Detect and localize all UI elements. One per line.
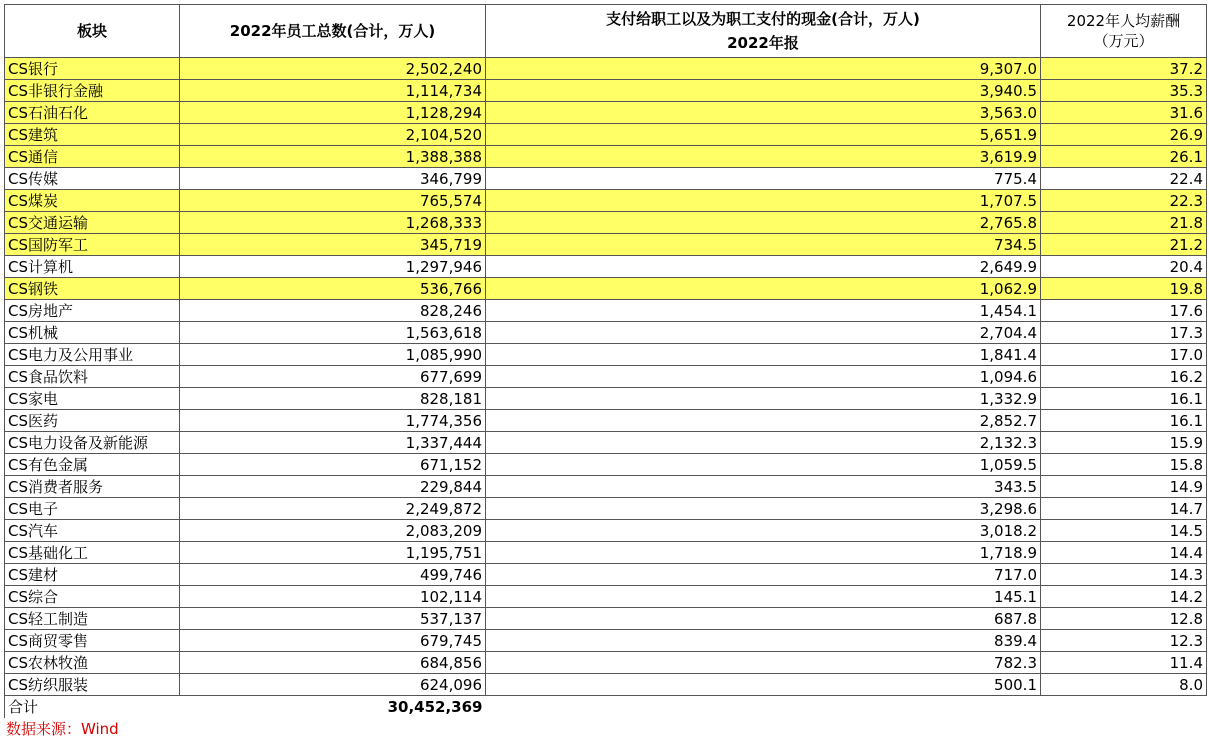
avg-salary-cell: 14.2 (1041, 586, 1207, 608)
table-row (5, 102, 1207, 124)
employees-cell: 1,563,618 (180, 322, 486, 344)
table-row (5, 212, 1207, 234)
sector-cell: CS电子 (5, 498, 180, 520)
table-row (5, 564, 1207, 586)
data-source-note: 数据来源：Wind (6, 720, 119, 738)
avg-salary-cell: 26.9 (1041, 124, 1207, 146)
sector-cell: CS电力及公用事业 (5, 344, 180, 366)
employees-cell: 1,774,356 (180, 410, 486, 432)
table-row (5, 608, 1207, 630)
cash-paid-cell: 3,298.6 (486, 498, 1041, 520)
cash-paid-cell: 3,018.2 (486, 520, 1041, 542)
avg-salary-cell: 16.1 (1041, 388, 1207, 410)
header-avg-salary-line2: （万元） (1093, 32, 1154, 50)
employees-cell: 677,699 (180, 366, 486, 388)
table-row (5, 454, 1207, 476)
cash-paid-cell: 2,132.3 (486, 432, 1041, 454)
cash-paid-cell: 775.4 (486, 168, 1041, 190)
cash-paid-cell: 1,094.6 (486, 366, 1041, 388)
employees-cell: 229,844 (180, 476, 486, 498)
avg-salary-cell: 22.4 (1041, 168, 1207, 190)
header-row (5, 5, 1207, 58)
total-avg-empty (1041, 696, 1207, 719)
sector-cell: CS有色金属 (5, 454, 180, 476)
sector-cell: CS纺织服装 (5, 674, 180, 696)
sector-cell: CS机械 (5, 322, 180, 344)
cash-paid-cell: 1,059.5 (486, 454, 1041, 476)
avg-salary-cell: 8.0 (1041, 674, 1207, 696)
cash-paid-cell: 145.1 (486, 586, 1041, 608)
cash-paid-cell: 782.3 (486, 652, 1041, 674)
employees-cell: 765,574 (180, 190, 486, 212)
table-row (5, 410, 1207, 432)
avg-salary-cell: 17.6 (1041, 300, 1207, 322)
cash-paid-cell: 687.8 (486, 608, 1041, 630)
cash-paid-cell: 3,563.0 (486, 102, 1041, 124)
table-row (5, 146, 1207, 168)
table-row (5, 476, 1207, 498)
table-row (5, 520, 1207, 542)
cash-paid-cell: 2,704.4 (486, 322, 1041, 344)
cash-paid-cell: 500.1 (486, 674, 1041, 696)
cash-paid-cell: 1,332.9 (486, 388, 1041, 410)
table-row (5, 432, 1207, 454)
employees-cell: 537,137 (180, 608, 486, 630)
sector-cell: CS交通运输 (5, 212, 180, 234)
sector-cell: CS基础化工 (5, 542, 180, 564)
cash-paid-cell: 1,718.9 (486, 542, 1041, 564)
sector-cell: CS家电 (5, 388, 180, 410)
cash-paid-cell: 1,062.9 (486, 278, 1041, 300)
sector-cell: CS食品饮料 (5, 366, 180, 388)
header-cash-paid (486, 5, 1041, 58)
avg-salary-cell: 16.2 (1041, 366, 1207, 388)
avg-salary-cell: 11.4 (1041, 652, 1207, 674)
total-cash-empty (486, 696, 1041, 719)
table-row (5, 58, 1207, 80)
employees-cell: 679,745 (180, 630, 486, 652)
avg-salary-cell: 12.3 (1041, 630, 1207, 652)
table-row (5, 278, 1207, 300)
table-row (5, 124, 1207, 146)
sector-cell: CS综合 (5, 586, 180, 608)
table-row (5, 542, 1207, 564)
employees-cell: 1,268,333 (180, 212, 486, 234)
sector-cell: CS银行 (5, 58, 180, 80)
sector-cell: CS计算机 (5, 256, 180, 278)
sector-cell: CS农林牧渔 (5, 652, 180, 674)
table-row (5, 388, 1207, 410)
cash-paid-cell: 5,651.9 (486, 124, 1041, 146)
employees-cell: 1,297,946 (180, 256, 486, 278)
table-row (5, 498, 1207, 520)
table-row (5, 80, 1207, 102)
table-row (5, 168, 1207, 190)
table-row (5, 674, 1207, 696)
sector-cell: CS煤炭 (5, 190, 180, 212)
sector-cell: CS建材 (5, 564, 180, 586)
employees-cell: 1,388,388 (180, 146, 486, 168)
sector-cell: CS汽车 (5, 520, 180, 542)
table-row (5, 322, 1207, 344)
table-row (5, 586, 1207, 608)
table-row (5, 630, 1207, 652)
employees-cell: 828,246 (180, 300, 486, 322)
table-row (5, 234, 1207, 256)
avg-salary-cell: 15.9 (1041, 432, 1207, 454)
cash-paid-cell: 9,307.0 (486, 58, 1041, 80)
avg-salary-cell: 22.3 (1041, 190, 1207, 212)
table-row (5, 652, 1207, 674)
employees-cell: 684,856 (180, 652, 486, 674)
table-row (5, 366, 1207, 388)
header-cash-paid-line1: 支付给职工以及为职工支付的现金(合计，万人) (606, 10, 920, 28)
employees-cell: 499,746 (180, 564, 486, 586)
table-row (5, 256, 1207, 278)
avg-salary-cell: 14.9 (1041, 476, 1207, 498)
total-row (5, 696, 1207, 719)
avg-salary-cell: 14.3 (1041, 564, 1207, 586)
avg-salary-cell: 16.1 (1041, 410, 1207, 432)
cash-paid-cell: 839.4 (486, 630, 1041, 652)
cash-paid-cell: 734.5 (486, 234, 1041, 256)
table-row (5, 190, 1207, 212)
employees-cell: 2,104,520 (180, 124, 486, 146)
sector-cell: CS医药 (5, 410, 180, 432)
sector-cell: CS商贸零售 (5, 630, 180, 652)
sector-cell: CS非银行金融 (5, 80, 180, 102)
sector-cell: CS传媒 (5, 168, 180, 190)
employees-cell: 828,181 (180, 388, 486, 410)
employees-cell: 1,128,294 (180, 102, 486, 124)
sector-cell: CS国防军工 (5, 234, 180, 256)
cash-paid-cell: 2,765.8 (486, 212, 1041, 234)
salary-table (4, 4, 1207, 718)
employees-cell: 2,249,872 (180, 498, 486, 520)
avg-salary-cell: 12.8 (1041, 608, 1207, 630)
cash-paid-cell: 2,852.7 (486, 410, 1041, 432)
employees-cell: 2,502,240 (180, 58, 486, 80)
cash-paid-cell: 1,841.4 (486, 344, 1041, 366)
table-row (5, 300, 1207, 322)
employees-cell: 1,337,444 (180, 432, 486, 454)
cash-paid-cell: 343.5 (486, 476, 1041, 498)
avg-salary-cell: 20.4 (1041, 256, 1207, 278)
avg-salary-cell: 37.2 (1041, 58, 1207, 80)
cash-paid-cell: 1,707.5 (486, 190, 1041, 212)
header-avg-salary-line1: 2022年人均薪酬 (1066, 12, 1181, 30)
avg-salary-cell: 31.6 (1041, 102, 1207, 124)
cash-paid-cell: 3,940.5 (486, 80, 1041, 102)
table-row (5, 344, 1207, 366)
cash-paid-cell: 717.0 (486, 564, 1041, 586)
avg-salary-cell: 26.1 (1041, 146, 1207, 168)
sector-cell: CS建筑 (5, 124, 180, 146)
avg-salary-cell: 19.8 (1041, 278, 1207, 300)
header-cash-paid-line2: 2022年报 (727, 34, 799, 52)
employees-cell: 1,114,734 (180, 80, 486, 102)
cash-paid-cell: 3,619.9 (486, 146, 1041, 168)
avg-salary-cell: 14.7 (1041, 498, 1207, 520)
employees-cell: 1,085,990 (180, 344, 486, 366)
header-avg-salary (1041, 5, 1207, 58)
employees-cell: 1,195,751 (180, 542, 486, 564)
sector-cell: CS通信 (5, 146, 180, 168)
employees-cell: 102,114 (180, 586, 486, 608)
sector-cell: CS轻工制造 (5, 608, 180, 630)
avg-salary-cell: 15.8 (1041, 454, 1207, 476)
sector-cell: CS房地产 (5, 300, 180, 322)
avg-salary-cell: 17.3 (1041, 322, 1207, 344)
employees-cell: 2,083,209 (180, 520, 486, 542)
avg-salary-cell: 14.5 (1041, 520, 1207, 542)
header-sector: 板块 (5, 5, 180, 58)
sector-cell: CS石油石化 (5, 102, 180, 124)
avg-salary-cell: 21.2 (1041, 234, 1207, 256)
employees-cell: 346,799 (180, 168, 486, 190)
sector-cell: CS钢铁 (5, 278, 180, 300)
cash-paid-cell: 1,454.1 (486, 300, 1041, 322)
sector-cell: CS电力设备及新能源 (5, 432, 180, 454)
total-label: 合计 (5, 696, 180, 719)
avg-salary-cell: 17.0 (1041, 344, 1207, 366)
table-body (5, 58, 1207, 696)
avg-salary-cell: 35.3 (1041, 80, 1207, 102)
sector-cell: CS消费者服务 (5, 476, 180, 498)
header-employees: 2022年员工总数(合计，万人) (180, 5, 486, 58)
employees-cell: 671,152 (180, 454, 486, 476)
cash-paid-cell: 2,649.9 (486, 256, 1041, 278)
total-employees: 30,452,369 (180, 696, 486, 719)
employees-cell: 624,096 (180, 674, 486, 696)
avg-salary-cell: 14.4 (1041, 542, 1207, 564)
employees-cell: 536,766 (180, 278, 486, 300)
avg-salary-cell: 21.8 (1041, 212, 1207, 234)
employees-cell: 345,719 (180, 234, 486, 256)
